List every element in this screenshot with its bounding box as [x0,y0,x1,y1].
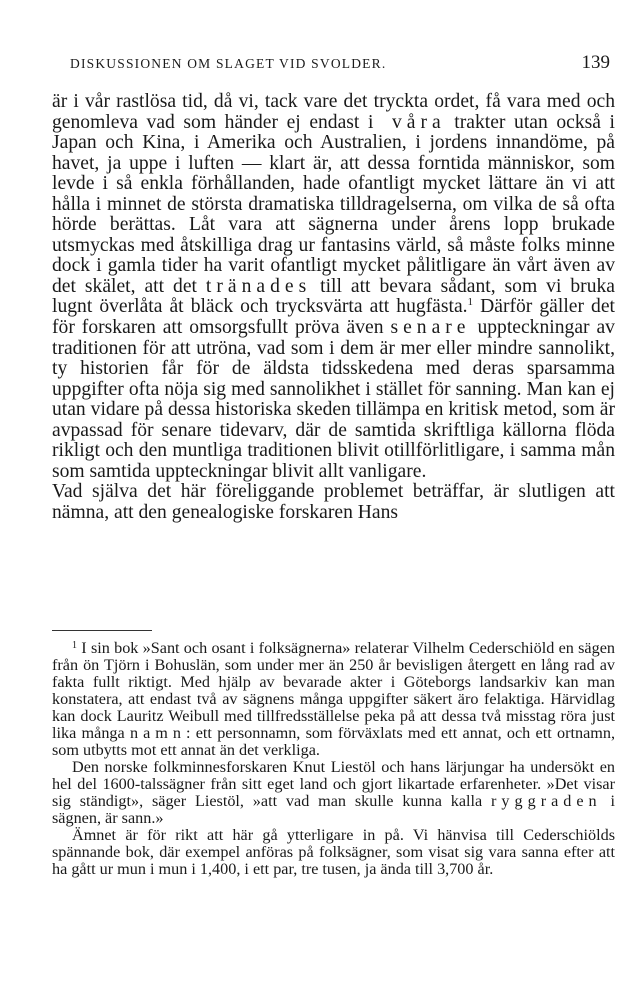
text-run: I sin bok »Sant och osant i folksägnerna» relaterar Vilhelm Cederschiöld en sägen från ön Tjörn i Bohuslän, som under mer än 250 år bevisligen återgett en lång rad av fakta fullt riktigt. Med hjälp av bevarade akter i Göteborgs landsarkiv kan man konstatera, att endast två av sägnens många uppgifter säkert äro felaktiga. Härvidlag kan dock Lauritz Weibull med tillfredsställelse peka på att dessa två misstag röra just lika många [52,639,615,742]
text-run: Den norske folkminnesforskaren Knut Liestöl och hans lärjungar ha undersökt en hel del 1600-talssägner från sitt eget land och gjort likartade erfarenheter. »Det visar sig ständigt», säger Liestöl, »att vad man skulle kunna kalla [52,758,615,810]
footnote-reference: 1 [467,296,474,309]
emphasis-spaced: namn [129,724,186,742]
paragraph-1 [52,92,615,482]
footnote-paragraph-2 [52,759,615,827]
body-text [52,92,615,523]
page-header [70,52,610,78]
footnote-rule [52,630,152,631]
text-run: trakter utan också i Japan och Kina, i Amerika och Australien, i jordens innandöme, på havet, ja uppe i luften — klart är, att dessa forntida människor, som levde i så enkla förhållanden, hade ofantligt mycket lättare än vi att hålla i minnet de största dramatiska tilldragelserna, om vilka de så ofta hörde berättas. Låt vara att sägnerna under årens lopp brukade utsmyckas med åtskilliga drag ur fantasins värld, så måste folks minne dock i gamla tider ha varit ofantligt mycket pålitligare än vårt även av det skälet, att det [52,111,615,297]
paragraph-2: Vad själva det här föreliggande problemet beträffar, är slutligen att nämna, att den genealogiske forskaren Hans [52,481,615,523]
text-run: till att bevara sådant, som vi bruka lugnt överlåta åt bläck och trycksvärta att hugfästa. [52,275,615,318]
emphasis-spaced: senare [390,317,471,339]
text-run: Därför gäller det för forskaren att omsorgsfullt pröva även [52,296,615,339]
emphasis-spaced: ryggraden [491,792,602,810]
running-title: DISKUSSIONEN OM SLAGET VID SVOLDER. [70,56,387,71]
text-run: i sägnen, är sann.» [52,792,615,827]
text-run: uppteckningar av traditionen för att utröna, vad som i dem är mer eller mindre sannolikt, ty historien får för de äldsta tidsskedena med deras sparsamma uppgifter ofta nöja sig med sannolikhet i stället för sanning. Man kan ej utan vidare på dessa historiska skeden tillämpa en kritisk metod, som är avpassad för senare tidevarv, där de samtida skriftliga källorna flöda rikligt och den muntliga traditionen blivit otillförlitligare, i samma mån som samtida uppteckningar blivit allt vanligare. [52,317,615,482]
emphasis-spaced: i våra [367,111,446,133]
text-run: är i vår rastlösa tid, då vi, tack vare det tryckta ordet, få vara med och genomleva vad som händer ej endast [52,91,615,133]
footnote-1 [52,640,615,759]
footnote-marker: 1 [72,640,77,651]
emphasis-spaced: tränades [205,275,312,297]
footnote-paragraph-3: Ämnet är för rikt att här gå ytterligare in på. Vi hänvisa till Cederschiölds spännande bok, där exempel anföras på folksägner, som visat sig vara sanna efter att ha gått ur mun i mun i 1,400, i ett par, tre tusen, ja ända till 3,700 år. [52,826,615,878]
footnotes [52,640,615,878]
page-number: 139 [581,52,610,73]
text-run: : ett personnamn, som förväxlats med ett annat, och ett ortnamn, som utbytts mot ett annat än det verkliga. [52,724,616,759]
